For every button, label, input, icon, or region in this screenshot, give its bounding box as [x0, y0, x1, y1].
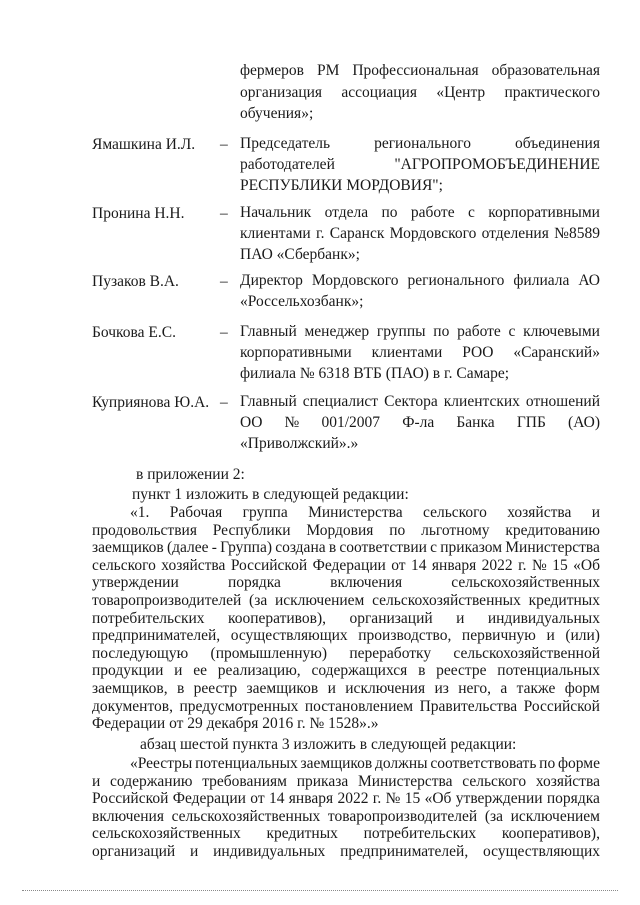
- member-position-line: филиала № 6318 ВТБ (ПАО) в г. Самаре;: [240, 365, 510, 382]
- member-position-line: Председатель регионального объединения: [240, 135, 600, 152]
- point1-line: «1. Рабочая группа Министерства сельского хозяйства и: [130, 504, 600, 521]
- member-dash: –: [220, 324, 228, 341]
- appendix-heading: в приложении 2:: [136, 466, 245, 483]
- member-dash: –: [220, 136, 228, 153]
- point1-line: потребительских кооперативов), организаций и индивидуальных: [92, 609, 600, 627]
- member-name: Куприянова Ю.А.: [92, 394, 210, 411]
- point3-line: и содержанию требованиям приказа Министерства сельского хозяйства: [92, 772, 600, 790]
- continuation-line: фермеров РМ Профессиональная образовательная: [240, 62, 600, 79]
- point1-line: сельского хозяйства Российской Федерации от 14 января 2022 г. № 15 «Об: [92, 556, 600, 574]
- point1-line: утверждении порядка включения сельскохозяйственных: [92, 574, 600, 592]
- point1-line: продукции и ее реализацию, содержащихся в реестре потенциальных: [92, 662, 600, 680]
- point1-line: продовольствия Республики Мордовия по льготному кредитованию: [92, 521, 600, 539]
- member-position-line: работодателей "АГРОПРОМОБЪЕДИНЕНИЕ: [240, 156, 600, 173]
- member-name: Ямашкина И.Л.: [92, 136, 196, 153]
- member-position-line: клиентами г. Саранск Мордовского отделения №8589: [240, 225, 600, 242]
- member-position-line: РЕСПУБЛИКИ МОРДОВИЯ";: [240, 177, 443, 194]
- member-name: Пронина Н.Н.: [92, 205, 185, 222]
- member-dash: –: [220, 205, 228, 222]
- member-name: Бочкова Е.С.: [92, 324, 176, 341]
- member-position-line: «Россельхозбанк»;: [240, 293, 364, 310]
- member-position-line: Главный специалист Сектора клиентских отношений: [240, 393, 600, 410]
- point1-line: заемщиков (далее - Группа) создана в соответствии с приказом Министерства: [92, 539, 600, 557]
- point1-intro: пункт 1 изложить в следующей редакции:: [132, 486, 409, 503]
- member-position-line: корпоративными клиентами РОО «Саранский»: [240, 344, 600, 361]
- member-position-line: Главный менеджер группы по работе с ключевыми: [240, 323, 600, 340]
- point3-intro: абзац шестой пункта 3 изложить в следующей редакции:: [140, 736, 517, 753]
- footer-divider: [22, 890, 618, 891]
- point1-line: последующую (промышленную) переработку сельскохозяйственной: [92, 644, 600, 662]
- point3-line: включения сельскохозяйственных товаропроизводителей (за исключением: [92, 807, 600, 825]
- member-dash: –: [220, 394, 228, 411]
- member-position-line: Начальник отдела по работе с корпоративными: [240, 204, 600, 221]
- point1-line: товаропроизводителей (за исключением сельскохозяйственных кредитных: [92, 592, 600, 609]
- member-position-line: Директор Мордовского регионального филиала АО: [240, 272, 600, 289]
- point3-line: Российской Федерации от 14 января 2022 г. № 15 «Об утверждении порядка: [92, 790, 600, 808]
- member-position-line: ПАО «Сбербанк»;: [240, 246, 360, 263]
- point1-line: заемщиков, в реестр заемщиков и исключения из него, а также форм: [92, 680, 600, 697]
- point3-line: сельскохозяйственных кредитных потребительских кооперативов),: [92, 825, 600, 843]
- point1-line: документов, предусмотренных постановлением Правительства Российской: [92, 697, 600, 715]
- point3-line: организаций и индивидуальных предпринимателей, осуществляющих: [92, 843, 600, 860]
- member-position-line: «Приволжский».»: [240, 435, 359, 452]
- point1-line: предпринимателей, осуществляющих производство, первичную и (или): [92, 627, 600, 645]
- point1-line: Федерации от 29 декабря 2016 г. № 1528».»: [92, 715, 379, 733]
- continuation-line: обучения»;: [240, 105, 314, 122]
- member-dash: –: [220, 273, 228, 290]
- member-name: Пузаков В.А.: [92, 273, 179, 290]
- point3-line: «Реестры потенциальных заемщиков должны соответствовать по форме: [130, 755, 600, 772]
- member-position-line: ОО № 001/2007 Ф-ла Банка ГПБ (АО): [240, 414, 600, 431]
- continuation-line: организация ассоциация «Центр практического: [240, 84, 600, 101]
